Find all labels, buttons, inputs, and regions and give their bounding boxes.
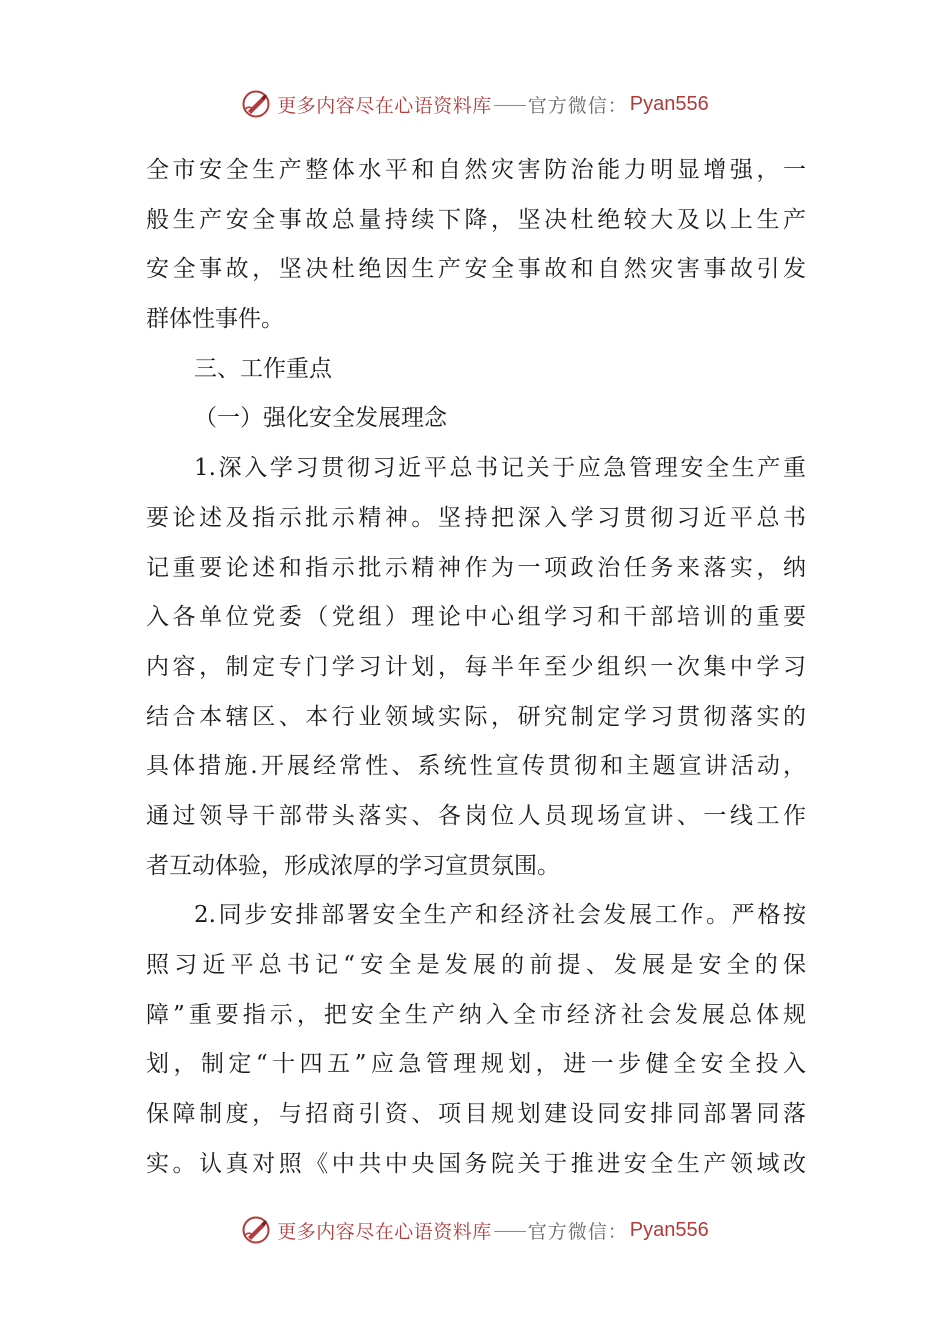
text-line: 划，制定“十四五”应急管理规划，进一步健全安全投入: [146, 1051, 806, 1078]
text-line: 保障制度，与招商引资、项目规划建设同安排同部署同落: [146, 1101, 806, 1128]
text-line: 全市安全生产整体水平和自然灾害防治能力明显增强，一: [146, 157, 806, 183]
watermark-dash: [494, 105, 526, 106]
header-watermark-banner: [0, 84, 950, 124]
text-line: 内容，制定专门学习计划，每半年至少组织一次集中学习: [146, 653, 806, 680]
watermark-wechat-id: Pyan556: [629, 92, 709, 115]
watermark-official-label: 官方微信：: [527, 1220, 628, 1243]
text-line: 入各单位党委（党组）理论中心组学习和干部培训的重要: [146, 604, 806, 631]
text-line: 者互动体验，形成浓厚的学习宣贯氛围。: [146, 852, 560, 879]
section-heading: 三、工作重点: [194, 355, 332, 382]
watermark-brand-text: 更多内容尽在心语资料库: [277, 94, 492, 117]
text-line: 要论述及指示批示精神。坚持把深入学习贯彻习近平总书: [146, 504, 806, 531]
text-line: 群体性事件。: [146, 306, 284, 333]
text-line: 般生产安全事故总量持续下降，坚决杜绝较大及以上生产: [146, 206, 806, 233]
text-line: 记重要论述和指示批示精神作为一项政治任务来落实，纳: [146, 554, 806, 581]
text-line: 具体措施.开展经常性、系统性宣传贯彻和主题宣讲活动，: [146, 753, 806, 780]
watermark-dash: [494, 1231, 526, 1232]
pen-circle-logo-icon: [241, 1215, 271, 1245]
text-line: 通过领导干部带头落实、各岗位人员现场宣讲、一线工作: [146, 802, 806, 829]
watermark-wechat-id: Pyan556: [629, 1218, 709, 1241]
subsection-heading: （一）强化安全发展理念: [194, 405, 447, 432]
watermark-official-label: 官方微信：: [527, 94, 628, 117]
pen-circle-logo-icon: [241, 89, 271, 119]
watermark-brand-text: 更多内容尽在心语资料库: [277, 1220, 492, 1243]
document-body: [146, 146, 806, 1189]
footer-watermark-banner: [0, 1210, 950, 1250]
text-line: 障”重要指示，把安全生产纳入全市经济社会发展总体规: [146, 1001, 806, 1028]
text-line: 结合本辖区、本行业领域实际，研究制定学习贯彻落实的: [146, 703, 806, 730]
text-line: 2.同步安排部署安全生产和经济社会发展工作。严格按: [194, 902, 806, 929]
text-line: 安全事故，坚决杜绝因生产安全事故和自然灾害事故引发: [146, 256, 806, 283]
text-line: 1.深入学习贯彻习近平总书记关于应急管理安全生产重: [194, 455, 806, 482]
text-line: 实。认真对照《中共中央国务院关于推进安全生产领域改: [146, 1150, 806, 1177]
text-line: 照习近平总书记“安全是发展的前提、发展是安全的保: [146, 952, 806, 978]
